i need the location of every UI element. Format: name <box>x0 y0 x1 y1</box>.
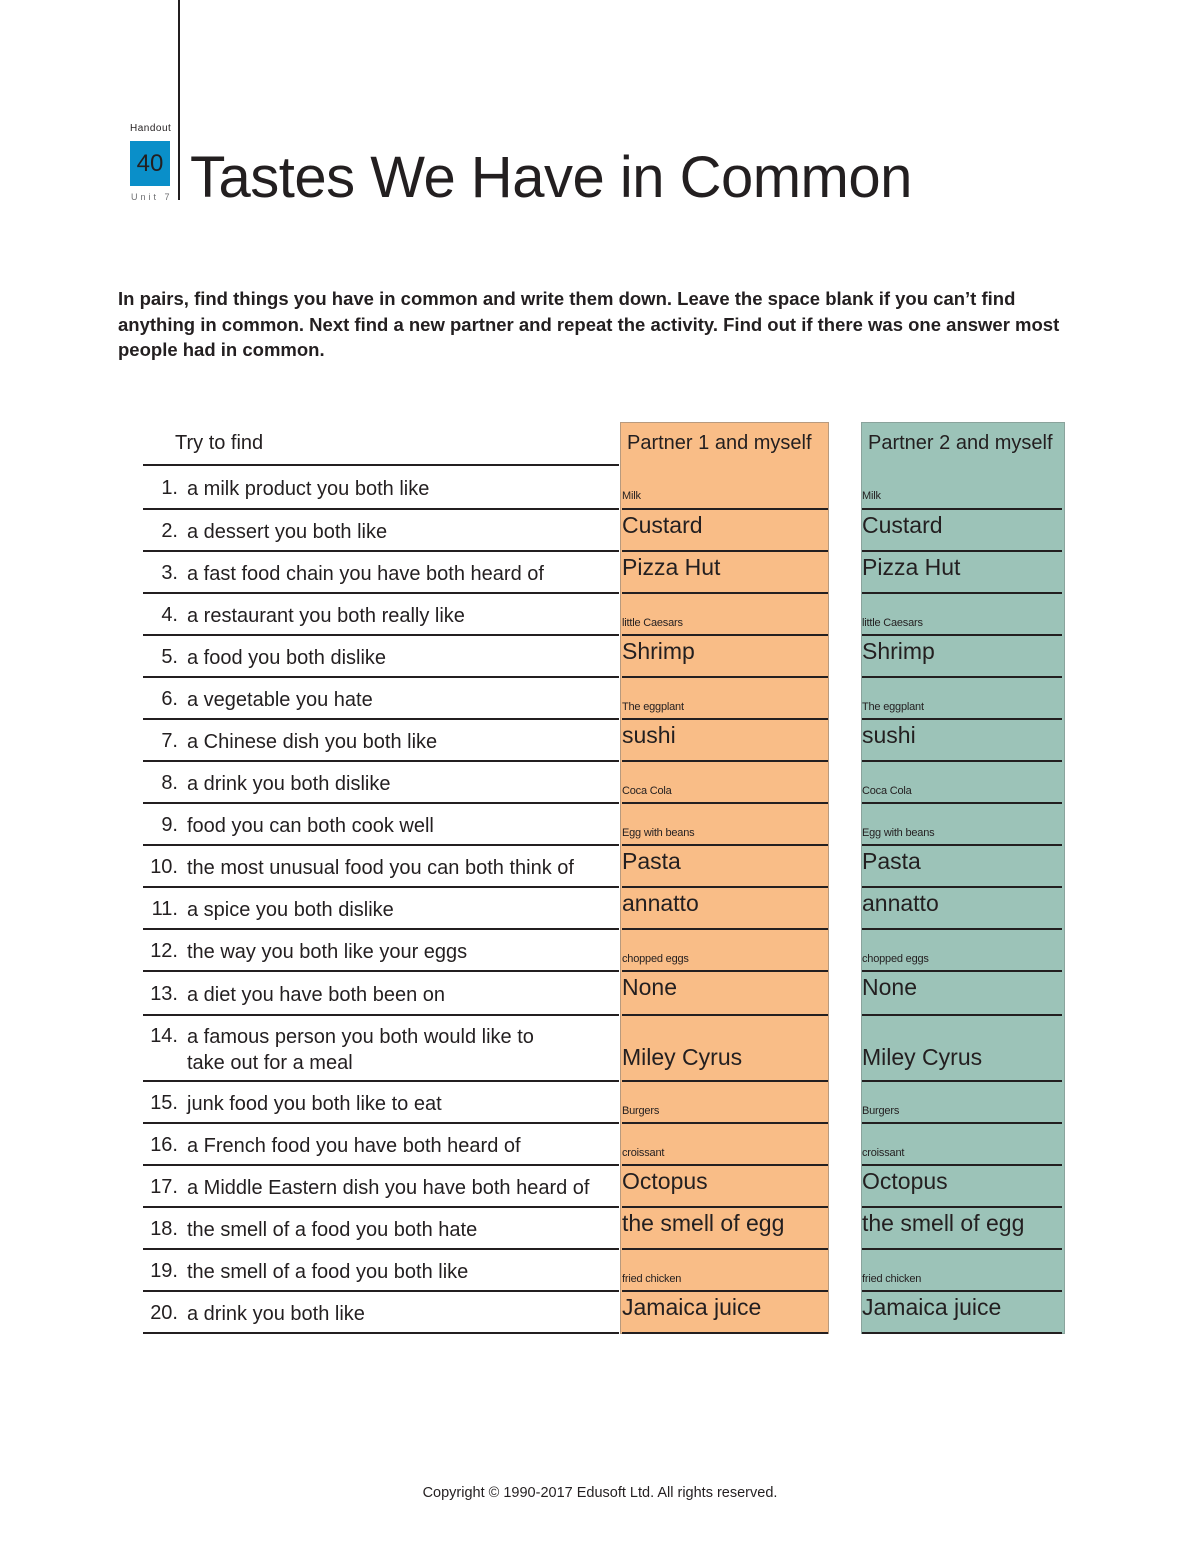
row-number: 19. <box>150 1260 178 1282</box>
partner2-answer: annatto <box>862 890 939 916</box>
partner2-answer: Custard <box>862 512 943 538</box>
row-divider <box>862 802 1062 804</box>
row-prompt <box>187 1259 468 1285</box>
row-prompt-line2: take out for a meal <box>187 1052 353 1074</box>
header-try-to-find: Try to find <box>175 432 264 454</box>
partner1-answer: sushi <box>622 722 676 748</box>
row-divider <box>143 844 619 846</box>
row-prompt <box>187 561 544 587</box>
row-prompt-line1: the smell of a food you both like <box>187 1261 469 1283</box>
header-divider-line <box>178 0 180 200</box>
row-prompt-line1: a food you both dislike <box>187 647 387 669</box>
row-divider <box>862 550 1062 552</box>
partner2-answer: None <box>862 974 917 1000</box>
row-divider <box>622 508 828 510</box>
row-prompt-line1: a dessert you both like <box>187 521 388 543</box>
row-prompt <box>187 982 445 1008</box>
partner1-answer: the smell of egg <box>622 1210 785 1236</box>
row-prompt <box>187 729 437 755</box>
partner2-answer: Burgers <box>862 1105 900 1117</box>
row-prompt-line1: a fast food chain you have both heard of <box>187 563 544 585</box>
row-prompt-line1: a drink you both like <box>187 1303 365 1325</box>
row-number: 11. <box>151 898 178 920</box>
row-divider <box>143 1332 619 1334</box>
row-divider <box>622 1290 828 1292</box>
row-divider <box>862 886 1062 888</box>
row-number: 14. <box>150 1025 178 1047</box>
partner2-answer: Milk <box>862 490 881 502</box>
row-divider <box>622 1014 828 1016</box>
partner1-answer: The eggplant <box>622 701 684 713</box>
row-number: 15. <box>150 1092 178 1114</box>
partner1-answer: Shrimp <box>622 638 695 664</box>
row-prompt-line1: the most unusual food you can both think of <box>187 857 574 879</box>
row-prompt <box>187 1091 442 1117</box>
row-divider <box>622 886 828 888</box>
row-divider <box>143 1014 619 1016</box>
row-number: 16. <box>150 1134 178 1156</box>
row-divider <box>862 634 1062 636</box>
row-prompt <box>187 1301 365 1327</box>
partner1-answer: Pasta <box>622 848 681 874</box>
partner1-answer: Octopus <box>622 1168 708 1194</box>
row-prompt-line1: a restaurant you both really like <box>187 605 465 627</box>
row-prompt-line1: a Middle Eastern dish you have both heard of <box>187 1177 590 1199</box>
row-divider <box>862 1332 1062 1334</box>
row-divider <box>143 634 619 636</box>
partner2-answer: Egg with beans <box>862 827 935 839</box>
unit-label: Unit 7 <box>131 192 173 202</box>
row-divider <box>862 718 1062 720</box>
row-prompt <box>187 645 386 671</box>
partner1-answer: annatto <box>622 890 699 916</box>
row-divider <box>143 1290 619 1292</box>
row-prompt-line1: a French food you have both heard of <box>187 1135 521 1157</box>
header-partner1: Partner 1 and myself <box>627 432 812 454</box>
partner2-answer: Shrimp <box>862 638 935 664</box>
page-title: Tastes We Have in Common <box>190 145 912 210</box>
row-divider <box>622 1332 828 1334</box>
row-prompt <box>187 1217 477 1243</box>
row-divider <box>622 760 828 762</box>
row-prompt-line1: a milk product you both like <box>187 478 430 500</box>
row-divider <box>862 676 1062 678</box>
row-prompt-line1: a spice you both dislike <box>187 899 394 921</box>
row-number: 2. <box>161 520 178 542</box>
row-prompt <box>187 897 394 923</box>
row-divider <box>862 1014 1062 1016</box>
row-prompt <box>187 855 574 881</box>
partner1-answer: Coca Cola <box>622 785 672 797</box>
row-divider <box>143 550 619 552</box>
row-divider <box>143 1206 619 1208</box>
row-divider <box>143 718 619 720</box>
row-prompt <box>187 687 373 713</box>
row-divider <box>143 1164 619 1166</box>
row-number: 18. <box>150 1218 178 1240</box>
handout-label: Handout <box>130 123 172 134</box>
partner2-answer: Miley Cyrus <box>862 1044 983 1070</box>
row-divider <box>622 550 828 552</box>
partner2-answer: Pizza Hut <box>862 554 961 580</box>
row-divider <box>143 592 619 594</box>
partner2-answer: the smell of egg <box>862 1210 1025 1236</box>
row-prompt-line1: a diet you have both been on <box>187 984 445 1006</box>
row-divider <box>862 1290 1062 1292</box>
partner1-answer: Milk <box>622 490 641 502</box>
row-prompt <box>187 519 387 545</box>
partner1-answer: Burgers <box>622 1105 660 1117</box>
handout-number-badge: 40 <box>130 141 170 186</box>
row-divider <box>143 760 619 762</box>
row-divider <box>862 592 1062 594</box>
partner1-answer: fried chicken <box>622 1273 682 1285</box>
partner1-answer: croissant <box>622 1147 665 1159</box>
partner2-answer: sushi <box>862 722 916 748</box>
row-divider <box>143 1080 619 1082</box>
row-divider <box>622 1248 828 1250</box>
partner2-answer: Coca Cola <box>862 785 912 797</box>
row-number: 6. <box>161 688 178 710</box>
row-divider <box>143 886 619 888</box>
row-divider <box>143 970 619 972</box>
row-number: 3. <box>161 562 178 584</box>
row-number: 1. <box>161 477 178 499</box>
row-divider <box>143 676 619 678</box>
partner1-answer: Pizza Hut <box>622 554 721 580</box>
row-prompt-line1: a vegetable you hate <box>187 689 373 711</box>
row-divider <box>622 1206 828 1208</box>
row-divider <box>862 760 1062 762</box>
partner2-answer: The eggplant <box>862 701 924 713</box>
partner2-answer: fried chicken <box>862 1273 922 1285</box>
row-divider <box>622 928 828 930</box>
partner1-answer: Miley Cyrus <box>622 1044 743 1070</box>
row-divider <box>862 844 1062 846</box>
row-prompt <box>187 1133 521 1159</box>
partner2-answer: Octopus <box>862 1168 948 1194</box>
row-divider <box>622 634 828 636</box>
row-divider <box>622 676 828 678</box>
row-divider <box>143 1122 619 1124</box>
row-divider <box>862 1122 1062 1124</box>
row-number: 4. <box>161 604 178 626</box>
row-prompt <box>187 813 434 839</box>
row-divider <box>862 1080 1062 1082</box>
row-prompt <box>187 476 429 502</box>
row-divider <box>622 970 828 972</box>
partner1-answer: chopped eggs <box>622 953 689 965</box>
row-prompt-line1: a famous person you both would like to <box>187 1026 534 1048</box>
partner1-answer: Egg with beans <box>622 827 695 839</box>
row-divider <box>143 928 619 930</box>
row-number: 5. <box>161 646 178 668</box>
row-divider <box>622 1080 828 1082</box>
row-divider <box>622 1164 828 1166</box>
partner1-answer: little Caesars <box>622 617 683 629</box>
row-prompt <box>187 771 390 797</box>
row-divider <box>622 1122 828 1124</box>
row-divider <box>862 508 1062 510</box>
row-divider <box>143 508 619 510</box>
row-number: 7. <box>161 730 178 752</box>
row-prompt-line1: a Chinese dish you both like <box>187 731 438 753</box>
row-prompt-line1: food you can both cook well <box>187 815 434 837</box>
row-divider <box>143 802 619 804</box>
row-prompt-line1: junk food you both like to eat <box>187 1093 442 1115</box>
row-divider <box>143 1248 619 1250</box>
row-prompt-line1: the smell of a food you both hate <box>187 1219 478 1241</box>
row-number: 10. <box>150 856 178 878</box>
partner2-answer: Jamaica juice <box>862 1294 1002 1320</box>
table-header-rule <box>143 464 619 466</box>
row-number: 8. <box>161 772 178 794</box>
row-divider <box>862 1248 1062 1250</box>
header-partner2: Partner 2 and myself <box>868 432 1053 454</box>
partner1-answer: None <box>622 974 677 1000</box>
row-divider <box>862 1206 1062 1208</box>
row-divider <box>622 802 828 804</box>
row-number: 9. <box>161 814 178 836</box>
row-number: 20. <box>150 1302 178 1324</box>
row-prompt <box>187 603 465 629</box>
row-number: 13. <box>150 983 178 1005</box>
instructions-text: In pairs, find things you have in common and write them down. Leave the space blank if you can’t find anything in common. Next find a new partner and repeat the activity. Find out if there was one answer most people had in common. <box>118 288 1060 360</box>
row-divider <box>862 928 1062 930</box>
copyright-footer: Copyright © 1990-2017 Edusoft Ltd. All rights reserved. <box>422 1485 778 1501</box>
partner1-answer: Jamaica juice <box>622 1294 762 1320</box>
partner2-answer: little Caesars <box>862 617 923 629</box>
partner1-answer: Custard <box>622 512 703 538</box>
row-prompt <box>187 939 467 965</box>
row-divider <box>862 1164 1062 1166</box>
row-divider <box>622 844 828 846</box>
row-prompt-line1: the way you both like your eggs <box>187 941 468 963</box>
partner2-answer: Pasta <box>862 848 921 874</box>
partner2-answer: croissant <box>862 1147 905 1159</box>
row-divider <box>622 718 828 720</box>
row-divider <box>862 970 1062 972</box>
row-number: 17. <box>150 1176 178 1198</box>
row-prompt-line1: a drink you both dislike <box>187 773 391 795</box>
row-divider <box>622 592 828 594</box>
row-prompt <box>187 1024 534 1076</box>
row-number: 12. <box>150 940 178 962</box>
partner2-answer: chopped eggs <box>862 953 929 965</box>
row-prompt <box>187 1175 589 1201</box>
